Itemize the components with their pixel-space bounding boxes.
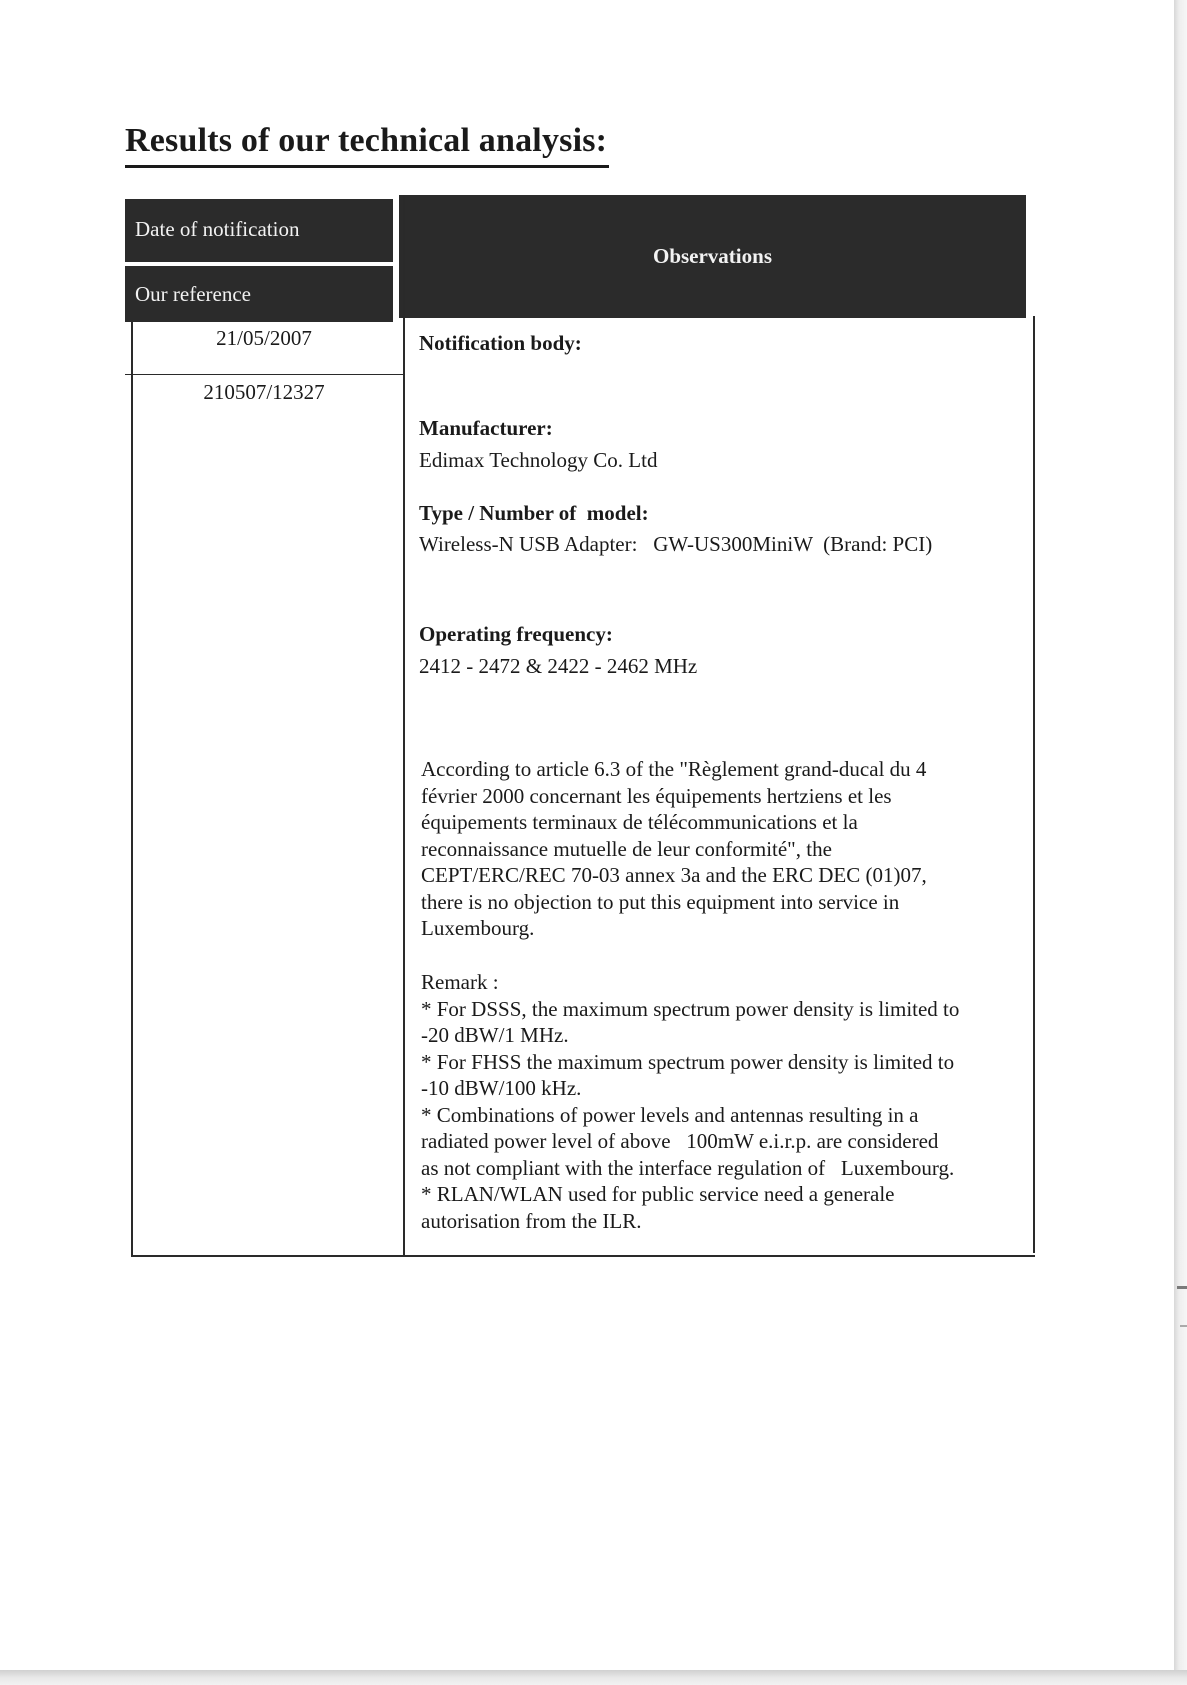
- scan-edge-tick: [1177, 1286, 1187, 1289]
- scan-edge-tick: [1180, 1325, 1187, 1327]
- header-date-of-notification: [125, 199, 393, 262]
- remark-line: autorisation from the ILR.: [421, 1208, 642, 1233]
- header-date-label: Date of notification: [135, 217, 300, 241]
- scan-edge-bottom: [0, 1670, 1187, 1685]
- our-reference-value: 210507/12327: [203, 380, 325, 404]
- header-observations: [399, 195, 1026, 318]
- page-title: Results of our technical analysis:: [125, 122, 608, 159]
- remark-line: -20 dBW/1 MHz.: [421, 1023, 569, 1047]
- table-border-divider: [403, 195, 405, 1257]
- article-line: reconnaissance mutuelle de leur conformité", the: [421, 836, 832, 861]
- manufacturer-value: Edimax Technology Co. Ltd: [419, 448, 658, 472]
- table-border-left: [131, 320, 133, 1257]
- remark-line: as not compliant with the interface regulation of Luxembourg.: [421, 1155, 955, 1180]
- article-paragraph: [421, 756, 1021, 942]
- table-row-separator: [125, 374, 403, 375]
- article-line: février 2000 concernant les équipements hertziens et les: [421, 783, 892, 808]
- article-line: CEPT/ERC/REC 70-03 annex 3a and the ERC DEC (01)07,: [421, 863, 927, 887]
- remark-line: -10 dBW/100 kHz.: [421, 1076, 582, 1100]
- remark-line: * RLAN/WLAN used for public service need a generale: [421, 1182, 895, 1206]
- header-reference-label: Our reference: [135, 282, 251, 306]
- header-observations-label: Observations: [652, 244, 772, 268]
- remark-line: radiated power level of above 100mW e.i.r.p. are considered: [421, 1129, 939, 1153]
- notification-body-label: Notification body:: [419, 331, 582, 355]
- model-value: Wireless-N USB Adapter: GW-US300MiniW (Brand: PCI): [419, 532, 933, 556]
- remark-line: * For FHSS the maximum spectrum power density is limited to: [421, 1049, 955, 1074]
- table-border-bottom: [131, 1255, 1035, 1257]
- remark-line: Remark :: [421, 970, 499, 994]
- remark-line: * Combinations of power levels and antennas resulting in a: [421, 1102, 919, 1127]
- header-our-reference: [125, 266, 393, 322]
- article-line: there is no objection to put this equipment into service in: [421, 889, 900, 914]
- article-line: équipements terminaux de télécommunications et la: [421, 810, 858, 834]
- scan-edge-right: [1174, 0, 1187, 1685]
- article-line: According to article 6.3 of the "Règlement grand-ducal du 4: [421, 757, 927, 781]
- table-border-right: [1033, 316, 1035, 1253]
- remark-paragraph: [421, 969, 1021, 1234]
- manufacturer-label: Manufacturer:: [419, 416, 553, 440]
- model-label: Type / Number of model:: [419, 501, 649, 525]
- frequency-value: 2412 - 2472 & 2422 - 2462 MHz: [419, 654, 698, 678]
- article-line: Luxembourg.: [421, 916, 535, 940]
- date-of-notification-value: 21/05/2007: [216, 326, 312, 350]
- remark-line: * For DSSS, the maximum spectrum power density is limited to: [421, 996, 960, 1021]
- frequency-label: Operating frequency:: [419, 622, 613, 646]
- title-underline: [125, 165, 609, 168]
